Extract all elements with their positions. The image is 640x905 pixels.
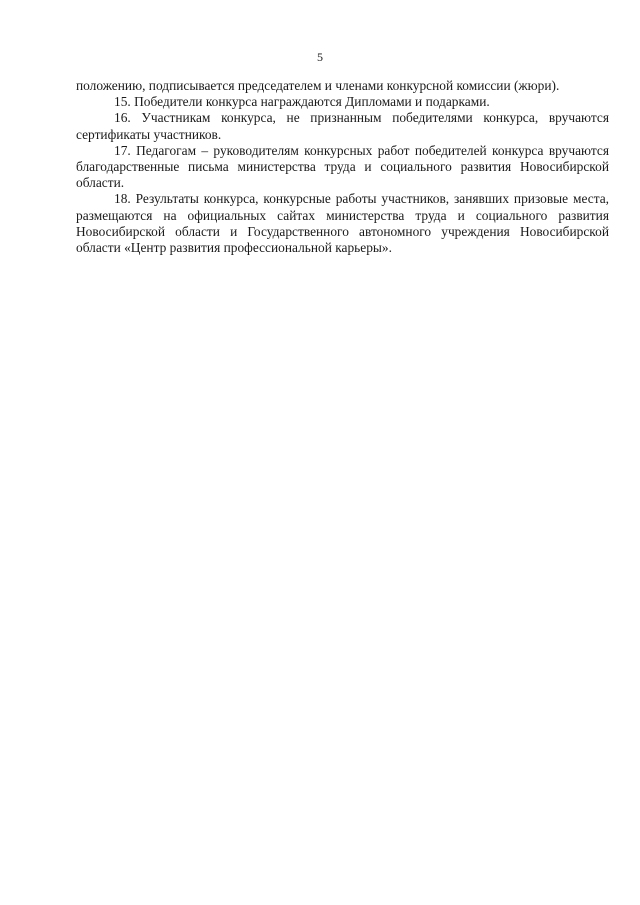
paragraph-continuation: положению, подписывается председателем и членами конкурсной комиссии (жюри). [76, 78, 560, 93]
paragraph-15: 15. Победители конкурса награждаются Дипломами и подарками. [114, 94, 490, 110]
paragraph-16: 16. Участникам конкурса, не признанным победителями конкурса, вручаются сертификаты участников. [76, 110, 609, 142]
paragraph-18: 18. Результаты конкурса, конкурсные работы участников, занявших призовые места, размещаются на официальных сайтах министерства труда и социального развития Новосибирской области и Государственного автономного учреждения Новосибирской области «Центр развития профессиональной карьеры». [76, 191, 609, 256]
document-body [76, 78, 609, 256]
paragraph-17: 17. Педагогам – руководителям конкурсных работ победителей конкурса вручаются благодарственные письма министерства труда и социального развития Новосибирской области. [76, 142, 609, 191]
page-number: 5 [317, 50, 323, 64]
